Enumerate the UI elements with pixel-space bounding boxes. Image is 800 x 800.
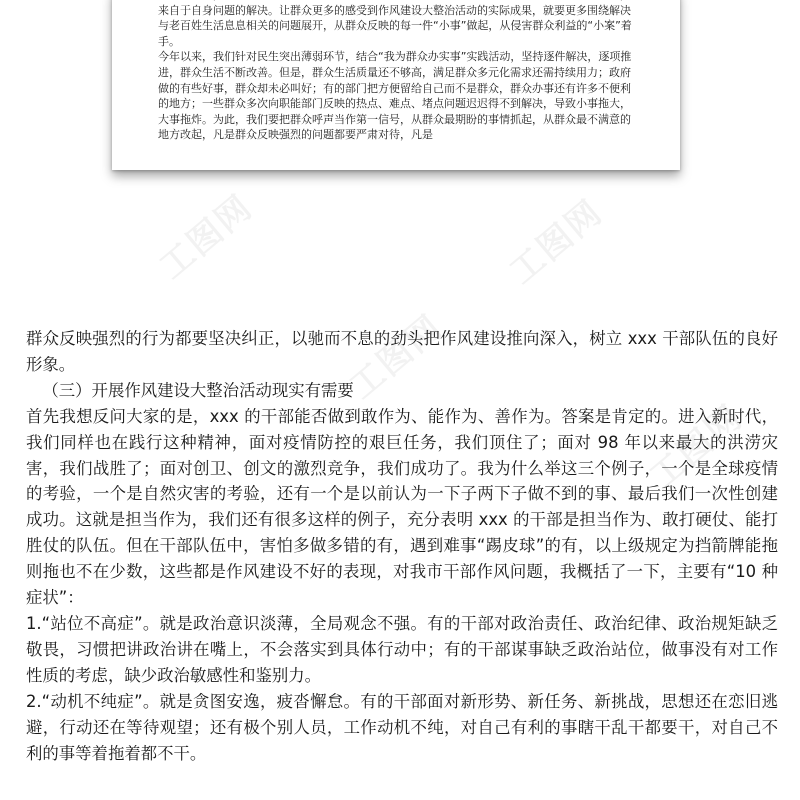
watermark: 工图网 xyxy=(642,397,751,498)
body-paragraph: 1.“站位不高症”。就是政治意识淡薄，全局观念不强。有的干部对政治责任、政治纪律、政治规矩缺乏敬畏，习惯把讲政治讲在嘴上，不会落实到具体行动中；有的干部谋事缺乏政治站位，做事没有对工作性质的考虑，缺少政治敏感性和鉴别力。 xyxy=(26,613,778,685)
watermark: 工图网 xyxy=(502,192,611,293)
body-paragraph: 群众反映强烈的行为都要坚决纠正，以驰而不息的劲头把作风建设推向深入，树立 xxx 干部队伍的良好形象。 xyxy=(26,329,778,374)
preview-text-block xyxy=(158,0,638,143)
preview-paragraph: 来自于自身问题的解决。让群众更多的感受到作风建设大整治活动的实际成果，就要更多围绕解决与老百姓生活息息相关的问题展开，从群众反映的每一件“小事”做起，从侵害群众利益的“小案”着手。 xyxy=(158,3,632,48)
watermark: 工图网 xyxy=(342,307,451,408)
document-preview-card xyxy=(112,0,680,170)
document-body xyxy=(26,326,778,766)
body-paragraph: 首先我想反问大家的是，xxx 的干部能否做到敢作为、能作为、善作为。答案是肯定的。进入新时代，我们同样也在践行这种精神，面对疫情防控的艰巨任务，我们顶住了；面对 98 年以来最大的洪涝灾害，我们战胜了；面对创卫、创文的激烈竞争，我们成功了。我为什么举这三个例子，一个是全球疫情的考验，一个是自然灾害的考验，还有一个是以前认为一下子两下子做不到的事、最后我们一次性创建成功。这就是担当作为，我们还有很多这样的例子，充分表明 xxx 的干部是担当作为、敢打硬仗、能打胜仗的队伍。但在干部队伍中，害怕多做多错的有，遇到难事“踢皮球”的有，以上级规定为挡箭牌能拖则拖也不在少数，这些都是作风建设不好的表现，对我市干部作风问题，我概括了一下，主要有“10 种症状”： xyxy=(26,406,778,608)
body-paragraph: 2.“动机不纯症”。就是贪图安逸，疲沓懈怠。有的干部面对新形势、新任务、新挑战，思想还在恋旧逃避，行动还在等待观望；还有极个别人员，工作动机不纯，对自己有利的事瞎干乱干都要干，对自己不利的事等着拖着都不干。 xyxy=(26,691,778,763)
preview-paragraph: 今年以来，我们针对民生突出薄弱环节，结合“我为群众办实事”实践活动，坚持逐件解决，逐项推进，群众生活不断改善。但是，群众生活质量还不够高，满足群众多元化需求还需持续用力；政府做的有些好事，群众却未必叫好；有的部门把方便留给自己而不是群众，群众办事还有许多不便利的地方；一些群众多次向职能部门反映的热点、难点、堵点问题迟迟得不到解决，导致小事拖大，大事拖炸。为此，我们要把群众呼声当作第一信号，从群众最期盼的事情抓起，从群众最不满意的地方改起，凡是群众反映强烈的问题都要严肃对待，凡是 xyxy=(158,50,632,142)
section-heading: （三）开展作风建设大整治活动现实有需要 xyxy=(42,380,354,400)
watermark: 工图网 xyxy=(152,187,261,288)
